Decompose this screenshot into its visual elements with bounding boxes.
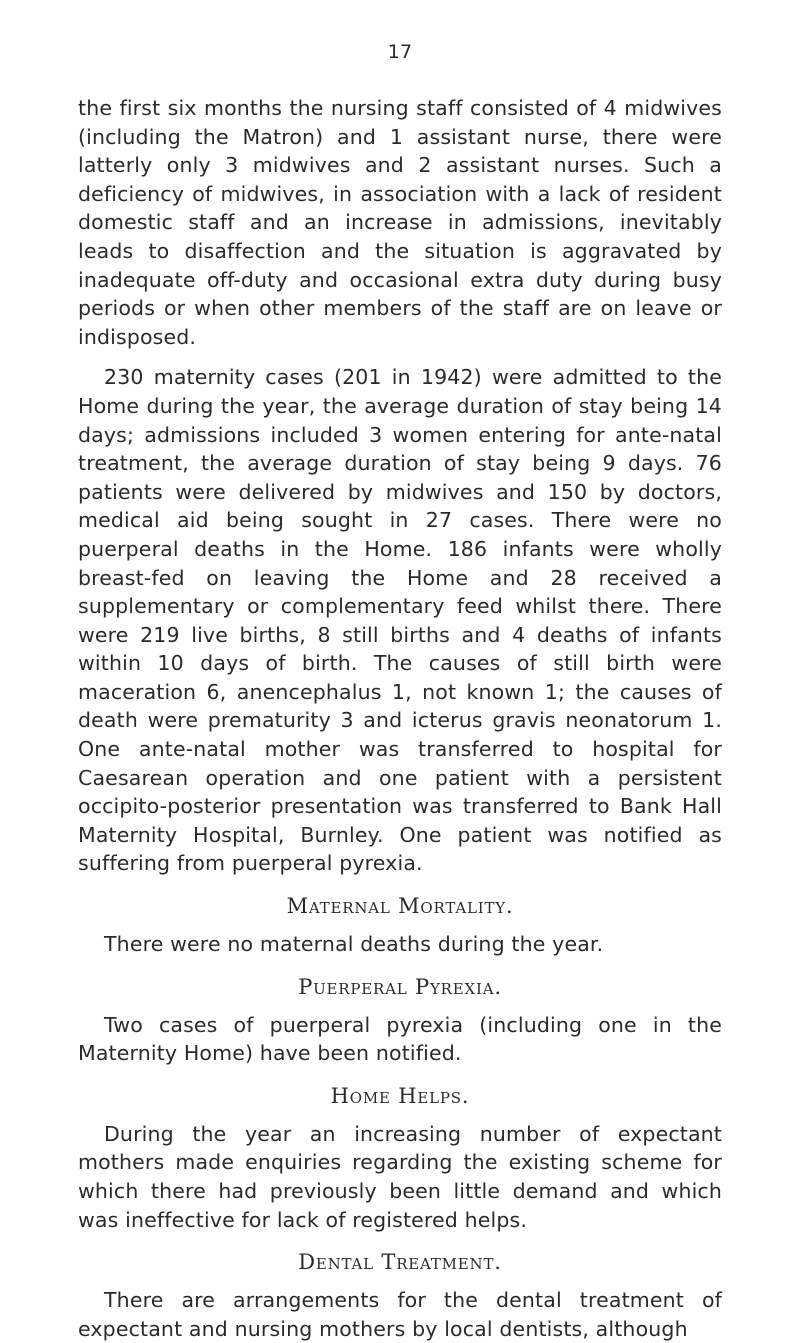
page-number: 17: [387, 41, 413, 63]
paragraph-home-helps: During the year an increasing number of expectant mothers made enquiries regarding the existing scheme for which there had previously been little demand and which was ineffective for lack of registered helps.: [78, 1121, 722, 1232]
paragraph-nursing-staff: the first six months the nursing staff consisted of 4 midwives (including the Matron) and 1 assistant nurse, there were latterly only 3 midwives and 2 assistant nurses. Such a deficiency of midwives, in association with a lack of resident domestic staff and an increase in admissions, inevitably leads to disaffection and the situation is aggravated by inadequate off-duty and occasional extra duty during busy periods or when other members of the staff are on leave or indisposed.: [78, 96, 722, 349]
heading-home-helps: Home Helps.: [330, 1083, 470, 1108]
paragraph-dental-treatment: There are arrangements for the dental treatment of expectant and nursing mothers by local dentists, although: [78, 1288, 722, 1341]
paragraph-maternity-cases: 230 maternity cases (201 in 1942) were admitted to the Home during the year, the average duration of stay being 14 days; admissions included 3 women entering for ante-natal treatment, the average duration of stay being 9 days. 76 patients were delivered by midwives and 150 by doctors, medical aid being sought in 27 cases. There were no puerperal deaths in the Home. 186 infants were wholly breast-fed on leaving the Home and 28 received a supplementary or complementary feed whilst there. There were 219 live births, 8 still births and 4 deaths of infants within 10 days of birth. The causes of still birth were maceration 6, anencephalus 1, not known 1; the causes of death were prematurity 3 and icterus gravis neonatorum 1. One ante-natal mother was transferred to hospital for Caesarean operation and one patient with a persistent occipito-posterior presentation was transferred to Bank Hall Maternity Hospital, Burnley. One patient was notified as suffering from puerperal pyrexia.: [78, 365, 722, 876]
heading-maternal-mortality: Maternal Mortality.: [286, 894, 514, 919]
paragraph-maternal-mortality: There were no maternal deaths during the year.: [104, 932, 604, 957]
heading-dental-treatment: Dental Treatment.: [298, 1250, 502, 1275]
paragraph-puerperal-pyrexia: Two cases of puerperal pyrexia (including one in the Maternity Home) have been notified.: [78, 1012, 722, 1066]
heading-puerperal-pyrexia: Puerperal Pyrexia.: [298, 974, 502, 999]
document-page: [78, 40, 722, 1343]
